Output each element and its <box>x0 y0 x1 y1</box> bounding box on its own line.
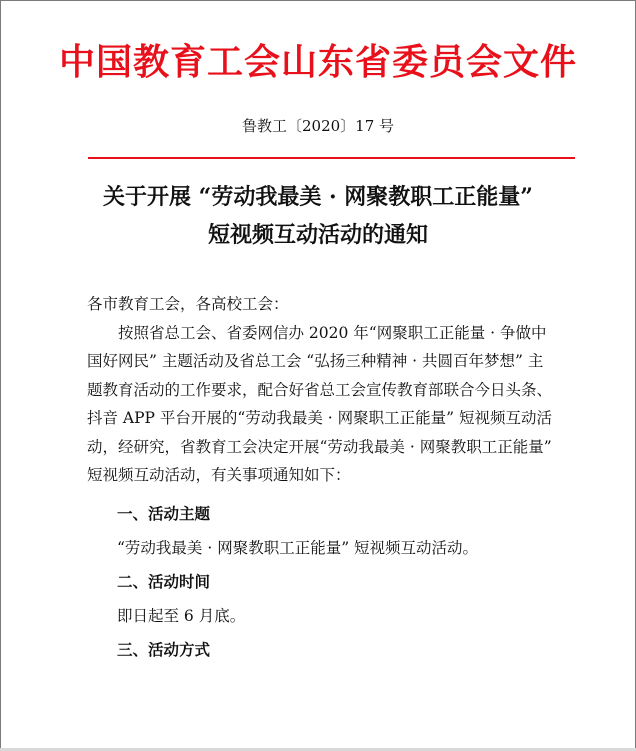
section-2-content: 即日起至 6 月底。 <box>117 606 246 625</box>
org-header-title: 中国教育工会山东省委员会文件 <box>58 41 577 83</box>
section-3-heading: 三、活动方式 <box>117 640 211 659</box>
section-2-heading: 二、活动时间 <box>117 572 211 591</box>
document-number: 鲁教工〔2020〕17 号 <box>241 117 395 135</box>
document-title-line-1: 关于开展 “劳动我最美 · 网聚教职工正能量” <box>103 184 533 210</box>
salutation: 各市教育工会，各高校工会： <box>87 295 289 313</box>
document-body <box>87 290 557 668</box>
document-title-line-2: 短视频互动活动的通知 <box>207 222 428 248</box>
section-1-heading: 一、活动主题 <box>117 504 211 523</box>
section-1-content: “劳动我最美 · 网聚教职工正能量” 短视频互动活动。 <box>117 538 479 557</box>
document-title <box>0 178 636 254</box>
red-divider-line <box>88 157 575 159</box>
intro-paragraph: 按照省总工会、省委网信办 2020 年“网聚职工正能量 · 争做中国好网民” 主题活动及省总工会 “弘扬三种精神 · 共圆百年梦想” 主题教育活动的工作要求，配合好省总工会宣传教育部联合今日头条、抖音 APP 平台开展的“劳动我最美 · 网聚职工正能量” 短视频互动活动，经研究，省教育工会决定开展“劳动我最美 · 网聚教职工正能量” 短视频互动活动，有关事项通知如下： <box>87 323 553 484</box>
